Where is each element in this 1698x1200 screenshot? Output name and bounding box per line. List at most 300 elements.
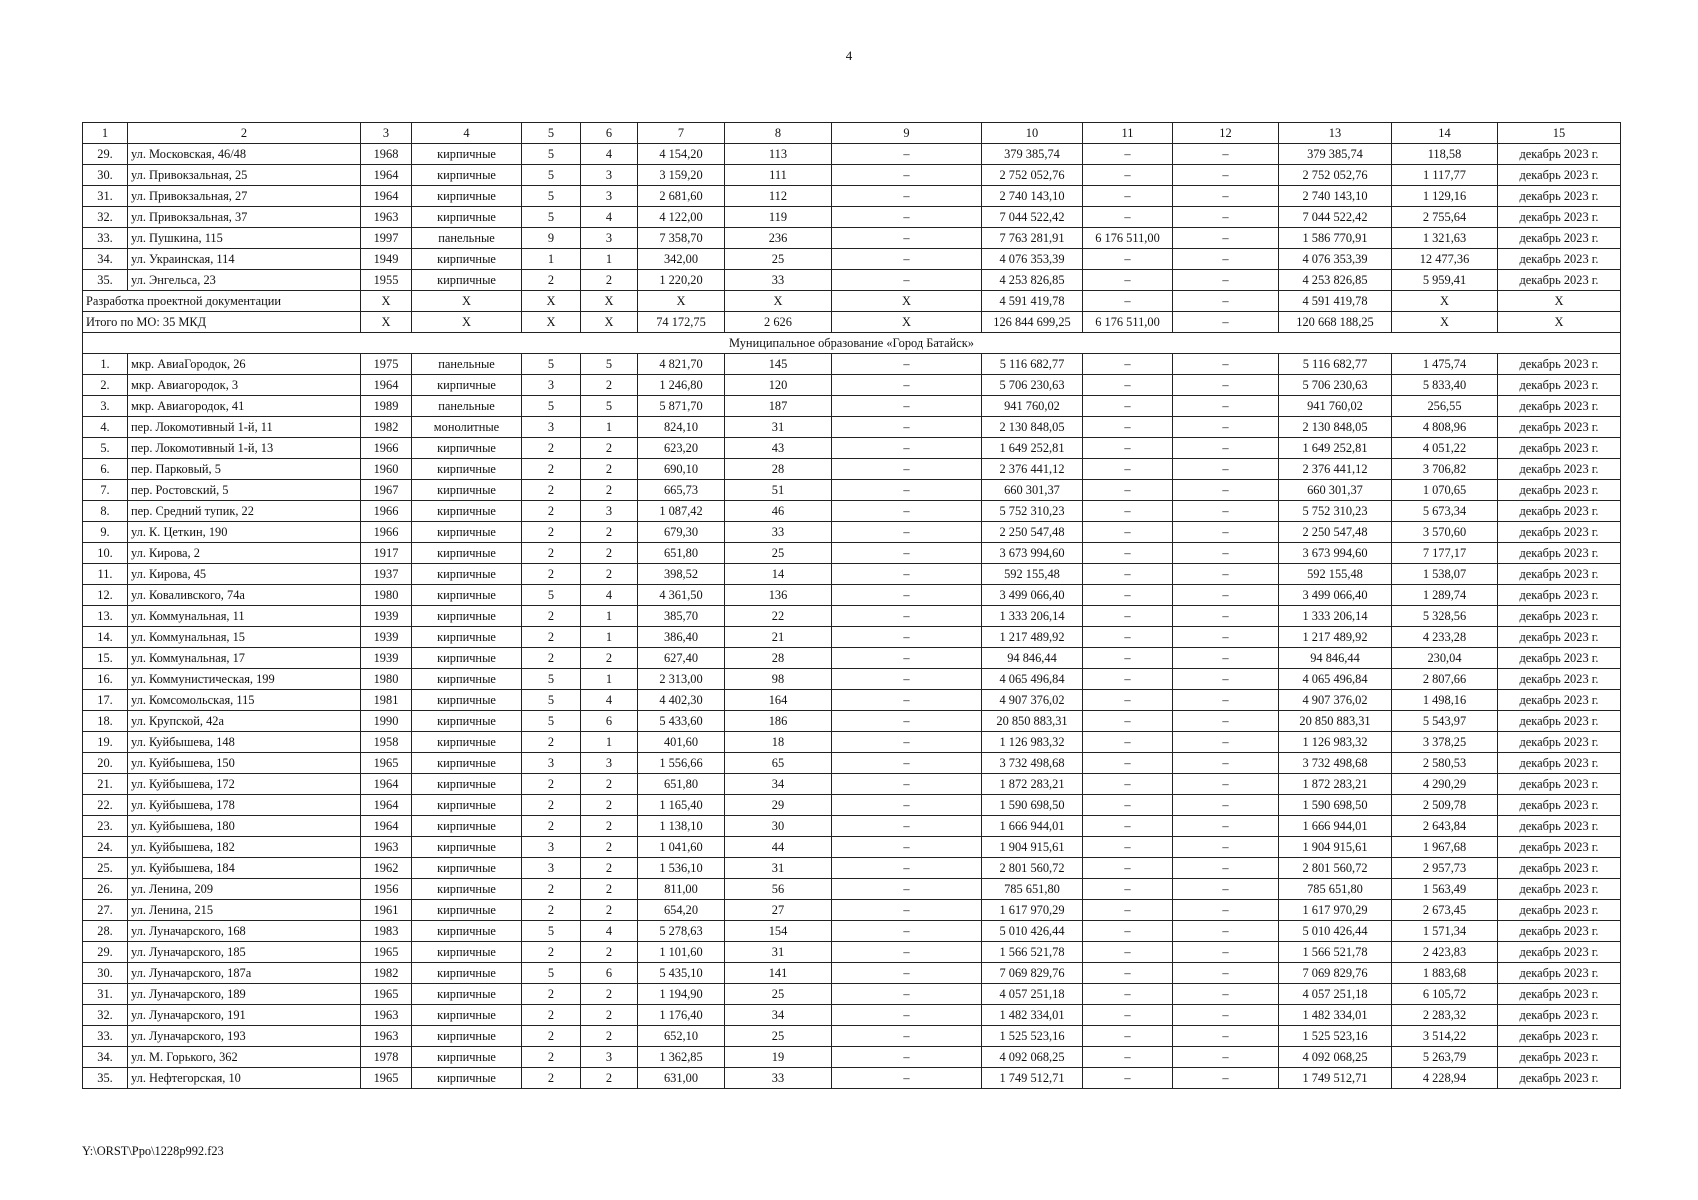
table-cell: декабрь 2023 г.	[1498, 732, 1621, 753]
table-cell: 5 328,56	[1392, 606, 1498, 627]
table-cell: 1 872 283,21	[1279, 774, 1392, 795]
table-cell: –	[832, 795, 982, 816]
table-cell: 7 069 829,76	[1279, 963, 1392, 984]
table-cell: 1 872 283,21	[982, 774, 1083, 795]
table-cell: 785 651,80	[982, 879, 1083, 900]
table-cell: 256,55	[1392, 396, 1498, 417]
table-cell: –	[1173, 1068, 1279, 1089]
table-cell: –	[1083, 900, 1173, 921]
table-cell: 1956	[361, 879, 412, 900]
table-cell: 1964	[361, 816, 412, 837]
table-cell: 4 228,94	[1392, 1068, 1498, 1089]
table-cell: 2	[581, 858, 638, 879]
table-cell: –	[1083, 732, 1173, 753]
table-cell: 2	[581, 984, 638, 1005]
table-cell: 1964	[361, 795, 412, 816]
table-cell: 785 651,80	[1279, 879, 1392, 900]
table-cell: –	[1083, 186, 1173, 207]
table-cell: –	[1173, 312, 1279, 333]
table-row	[83, 228, 1621, 249]
table-row	[83, 165, 1621, 186]
table-cell: 379 385,74	[982, 144, 1083, 165]
address-cell: ул. Пушкина, 115	[128, 228, 361, 249]
table-cell: 2	[581, 1068, 638, 1089]
table-cell: –	[1083, 543, 1173, 564]
table-cell: кирпичные	[412, 963, 522, 984]
table-cell: 19	[725, 1047, 832, 1068]
table-cell: –	[1083, 165, 1173, 186]
address-cell: пер. Локомотивный 1-й, 13	[128, 438, 361, 459]
table-cell: –	[832, 396, 982, 417]
table-cell: 18.	[83, 711, 128, 732]
table-cell: кирпичные	[412, 165, 522, 186]
table-cell: 2 673,45	[1392, 900, 1498, 921]
table-cell: 1978	[361, 1047, 412, 1068]
table-cell: –	[1173, 480, 1279, 501]
address-cell: пер. Локомотивный 1-й, 11	[128, 417, 361, 438]
table-cell: 1 289,74	[1392, 585, 1498, 606]
table-cell: 5	[522, 690, 581, 711]
table-cell: –	[1083, 942, 1173, 963]
table-cell: 1 138,10	[638, 816, 725, 837]
table-cell: кирпичные	[412, 1068, 522, 1089]
table-cell: панельные	[412, 228, 522, 249]
table-row	[83, 774, 1621, 795]
table-cell: 5	[522, 711, 581, 732]
table-cell: 2	[581, 648, 638, 669]
table-cell: 3 378,25	[1392, 732, 1498, 753]
table-cell: 1	[581, 669, 638, 690]
table-cell: 5 752 310,23	[1279, 501, 1392, 522]
table-cell: декабрь 2023 г.	[1498, 354, 1621, 375]
table-cell: –	[832, 375, 982, 396]
table-cell: 5	[522, 354, 581, 375]
table-cell: –	[1173, 879, 1279, 900]
table-cell: 2	[522, 606, 581, 627]
table-cell: 1963	[361, 1026, 412, 1047]
table-cell: X	[1498, 312, 1621, 333]
table-cell: 21.	[83, 774, 128, 795]
table-row	[83, 984, 1621, 1005]
table-cell: 3	[581, 186, 638, 207]
table-cell: 1 967,68	[1392, 837, 1498, 858]
table-cell: 5	[522, 144, 581, 165]
table-cell: 1 498,16	[1392, 690, 1498, 711]
table-cell: 43	[725, 438, 832, 459]
table-cell: 4	[581, 207, 638, 228]
table-cell: 2.	[83, 375, 128, 396]
table-cell: 2 130 848,05	[982, 417, 1083, 438]
column-header: 2	[128, 123, 361, 144]
table-cell: 623,20	[638, 438, 725, 459]
table-cell: кирпичные	[412, 144, 522, 165]
table-cell: 33	[725, 270, 832, 291]
table-cell: –	[1173, 858, 1279, 879]
table-cell: 9	[522, 228, 581, 249]
table-cell: 1 041,60	[638, 837, 725, 858]
column-header: 11	[1083, 123, 1173, 144]
table-cell: 1 563,49	[1392, 879, 1498, 900]
table-cell: декабрь 2023 г.	[1498, 795, 1621, 816]
table-cell: 1963	[361, 207, 412, 228]
table-cell: 398,52	[638, 564, 725, 585]
table-cell: 3 673 994,60	[1279, 543, 1392, 564]
table-cell: 1965	[361, 942, 412, 963]
address-cell: ул. Комсомольская, 115	[128, 690, 361, 711]
table-cell: –	[1083, 270, 1173, 291]
table-cell: –	[1173, 732, 1279, 753]
table-cell: –	[832, 1026, 982, 1047]
table-cell: 1937	[361, 564, 412, 585]
address-cell: ул. Куйбышева, 150	[128, 753, 361, 774]
table-cell: 2 423,83	[1392, 942, 1498, 963]
table-cell: 46	[725, 501, 832, 522]
address-cell: ул. Нефтегорская, 10	[128, 1068, 361, 1089]
table-cell: 27	[725, 900, 832, 921]
table-cell: 1 536,10	[638, 858, 725, 879]
table-cell: 4 092 068,25	[982, 1047, 1083, 1068]
table-cell: 2	[522, 459, 581, 480]
table-cell: 4 057 251,18	[1279, 984, 1392, 1005]
table-cell: 379 385,74	[1279, 144, 1392, 165]
table-cell: 2 643,84	[1392, 816, 1498, 837]
table-cell: 4 361,50	[638, 585, 725, 606]
table-cell: декабрь 2023 г.	[1498, 249, 1621, 270]
section-title: Муниципальное образование «Город Батайск»	[83, 333, 1621, 354]
table-cell: 7 044 522,42	[1279, 207, 1392, 228]
table-cell: 941 760,02	[1279, 396, 1392, 417]
table-row	[83, 1047, 1621, 1068]
address-cell: пер. Средний тупик, 22	[128, 501, 361, 522]
table-cell: 4 821,70	[638, 354, 725, 375]
table-cell: кирпичные	[412, 585, 522, 606]
table-cell: 3 499 066,40	[1279, 585, 1392, 606]
table-cell: –	[1173, 669, 1279, 690]
table-cell: 1 362,85	[638, 1047, 725, 1068]
table-cell: 660 301,37	[982, 480, 1083, 501]
table-cell: X	[581, 291, 638, 312]
address-cell: мкр. АвиаГородок, 26	[128, 354, 361, 375]
table-cell: 1980	[361, 669, 412, 690]
table-cell: 12.	[83, 585, 128, 606]
table-cell: 56	[725, 879, 832, 900]
table-cell: –	[832, 354, 982, 375]
table-row	[83, 585, 1621, 606]
table-row	[83, 186, 1621, 207]
table-cell: 5	[522, 396, 581, 417]
table-cell: кирпичные	[412, 438, 522, 459]
table-row	[83, 480, 1621, 501]
table-cell: кирпичные	[412, 837, 522, 858]
table-cell: 5.	[83, 438, 128, 459]
table-cell: 5 706 230,63	[1279, 375, 1392, 396]
table-cell: –	[1173, 795, 1279, 816]
table-cell: 2	[581, 438, 638, 459]
table-cell: 2	[581, 1005, 638, 1026]
table-cell: 33.	[83, 228, 128, 249]
table-row	[83, 459, 1621, 480]
table-cell: 1 556,66	[638, 753, 725, 774]
table-cell: –	[1083, 396, 1173, 417]
table-cell: 2	[522, 732, 581, 753]
table-row	[83, 249, 1621, 270]
table-cell: 2	[522, 774, 581, 795]
table-row	[83, 522, 1621, 543]
column-header: 12	[1173, 123, 1279, 144]
table-cell: 2	[522, 438, 581, 459]
table-cell: кирпичные	[412, 816, 522, 837]
column-header: 14	[1392, 123, 1498, 144]
table-cell: 4 065 496,84	[1279, 669, 1392, 690]
table-cell: 20.	[83, 753, 128, 774]
table-cell: 7 763 281,91	[982, 228, 1083, 249]
table-cell: 1964	[361, 165, 412, 186]
table-cell: кирпичные	[412, 648, 522, 669]
table-cell: 30.	[83, 165, 128, 186]
table-cell: –	[1173, 774, 1279, 795]
table-cell: –	[1083, 564, 1173, 585]
column-header: 8	[725, 123, 832, 144]
table-cell: 154	[725, 921, 832, 942]
table-cell: декабрь 2023 г.	[1498, 942, 1621, 963]
table-cell: 7 177,17	[1392, 543, 1498, 564]
table-row	[83, 1068, 1621, 1089]
table-cell: –	[832, 774, 982, 795]
table-cell: –	[1083, 774, 1173, 795]
table-row	[83, 690, 1621, 711]
table-cell: –	[1173, 900, 1279, 921]
section-title-row	[83, 333, 1621, 354]
table-cell: 25	[725, 543, 832, 564]
table-cell: 4 290,29	[1392, 774, 1498, 795]
table-cell: 25	[725, 984, 832, 1005]
table-cell: 2	[581, 816, 638, 837]
table-cell: –	[832, 207, 982, 228]
table-cell: –	[832, 816, 982, 837]
table-cell: –	[1083, 711, 1173, 732]
table-cell: 22.	[83, 795, 128, 816]
table-cell: –	[1083, 1026, 1173, 1047]
table-cell: 1966	[361, 522, 412, 543]
table-cell: 1 101,60	[638, 942, 725, 963]
table-cell: 2	[581, 375, 638, 396]
table-cell: 1 126 983,32	[1279, 732, 1392, 753]
table-row	[83, 627, 1621, 648]
table-cell: декабрь 2023 г.	[1498, 207, 1621, 228]
table-cell: –	[832, 585, 982, 606]
table-row	[83, 711, 1621, 732]
table-cell: панельные	[412, 396, 522, 417]
table-row	[83, 837, 1621, 858]
address-cell: ул. Коваливского, 74а	[128, 585, 361, 606]
table-cell: 22	[725, 606, 832, 627]
table-cell: –	[1083, 753, 1173, 774]
table-cell: X	[725, 291, 832, 312]
table-cell: 1 333 206,14	[1279, 606, 1392, 627]
address-cell: ул. Энгельса, 23	[128, 270, 361, 291]
table-row	[83, 144, 1621, 165]
table-cell: 10.	[83, 543, 128, 564]
table-cell: 4 065 496,84	[982, 669, 1083, 690]
table-cell: 1939	[361, 627, 412, 648]
table-cell: 1 217 489,92	[1279, 627, 1392, 648]
table-cell: 1964	[361, 186, 412, 207]
table-cell: 811,00	[638, 879, 725, 900]
table-cell: 1 904 915,61	[982, 837, 1083, 858]
table-cell: декабрь 2023 г.	[1498, 900, 1621, 921]
table-cell: –	[832, 753, 982, 774]
table-cell: 2 376 441,12	[1279, 459, 1392, 480]
table-cell: декабрь 2023 г.	[1498, 438, 1621, 459]
table-cell: 2 752 052,76	[982, 165, 1083, 186]
table-cell: панельные	[412, 354, 522, 375]
table-cell: X	[361, 312, 412, 333]
table-cell: –	[1173, 963, 1279, 984]
table-cell: –	[832, 711, 982, 732]
table-cell: 1962	[361, 858, 412, 879]
table-cell: 111	[725, 165, 832, 186]
table-cell: 3	[522, 837, 581, 858]
table-cell: 1 176,40	[638, 1005, 725, 1026]
table-cell: 1	[581, 606, 638, 627]
table-cell: кирпичные	[412, 690, 522, 711]
table-cell: 8.	[83, 501, 128, 522]
table-cell: 1 666 944,01	[982, 816, 1083, 837]
table-cell: –	[1083, 585, 1173, 606]
table-cell: кирпичные	[412, 669, 522, 690]
table-cell: –	[832, 249, 982, 270]
table-cell: 1 482 334,01	[1279, 1005, 1392, 1026]
table-cell: –	[1083, 207, 1173, 228]
table-cell: X	[832, 312, 982, 333]
table-cell: 1 525 523,16	[1279, 1026, 1392, 1047]
table-cell: 2	[522, 564, 581, 585]
table-row	[83, 1005, 1621, 1026]
table-cell: 1980	[361, 585, 412, 606]
table-cell: –	[832, 144, 982, 165]
table-cell: –	[832, 942, 982, 963]
table-cell: 1 617 970,29	[1279, 900, 1392, 921]
address-cell: ул. Ленина, 209	[128, 879, 361, 900]
table-cell: 1 333 206,14	[982, 606, 1083, 627]
table-cell: декабрь 2023 г.	[1498, 417, 1621, 438]
table-cell: –	[832, 921, 982, 942]
page-number: 4	[845, 48, 853, 63]
table-cell: 5	[522, 669, 581, 690]
table-cell: 32.	[83, 1005, 128, 1026]
table-cell: 1917	[361, 543, 412, 564]
address-cell: ул. Привокзальная, 25	[128, 165, 361, 186]
table-cell: декабрь 2023 г.	[1498, 375, 1621, 396]
table-cell: 20 850 883,31	[1279, 711, 1392, 732]
table-cell: –	[832, 459, 982, 480]
table-cell: декабрь 2023 г.	[1498, 186, 1621, 207]
table-cell: декабрь 2023 г.	[1498, 165, 1621, 186]
table-cell: –	[1173, 816, 1279, 837]
table-cell: декабрь 2023 г.	[1498, 144, 1621, 165]
table-cell: 2 801 560,72	[1279, 858, 1392, 879]
table-cell: –	[832, 858, 982, 879]
table-cell: 1982	[361, 963, 412, 984]
table-cell: 1	[581, 417, 638, 438]
table-cell: X	[412, 291, 522, 312]
table-cell: 20 850 883,31	[982, 711, 1083, 732]
address-cell: пер. Ростовский, 5	[128, 480, 361, 501]
table-cell: декабрь 2023 г.	[1498, 228, 1621, 249]
table-cell: 386,40	[638, 627, 725, 648]
table-cell: –	[1173, 942, 1279, 963]
table-row	[83, 375, 1621, 396]
housing-register-table	[82, 122, 1621, 1089]
table-cell: 2	[522, 942, 581, 963]
address-cell: ул. Луначарского, 185	[128, 942, 361, 963]
table-cell: –	[1173, 1026, 1279, 1047]
table-cell: 1 165,40	[638, 795, 725, 816]
table-cell: 136	[725, 585, 832, 606]
table-cell: 592 155,48	[982, 564, 1083, 585]
table-cell: 5	[581, 396, 638, 417]
table-cell: 2	[581, 543, 638, 564]
table-cell: 1964	[361, 774, 412, 795]
table-cell: 7 044 522,42	[982, 207, 1083, 228]
table-cell: 33	[725, 522, 832, 543]
table-cell: 1967	[361, 480, 412, 501]
table-cell: 3.	[83, 396, 128, 417]
table-cell: 4 057 251,18	[982, 984, 1083, 1005]
table-cell: 2	[522, 900, 581, 921]
table-cell: 1 649 252,81	[1279, 438, 1392, 459]
table-cell: –	[832, 480, 982, 501]
table-cell: 13.	[83, 606, 128, 627]
table-cell: –	[1173, 207, 1279, 228]
table-cell: декабрь 2023 г.	[1498, 1047, 1621, 1068]
table-cell: декабрь 2023 г.	[1498, 753, 1621, 774]
table-cell: 230,04	[1392, 648, 1498, 669]
table-cell: –	[1083, 648, 1173, 669]
table-cell: кирпичные	[412, 732, 522, 753]
table-cell: 3	[581, 228, 638, 249]
address-cell: ул. Крупской, 42а	[128, 711, 361, 732]
address-cell: ул. Луначарского, 168	[128, 921, 361, 942]
table-cell: декабрь 2023 г.	[1498, 921, 1621, 942]
table-cell: кирпичные	[412, 753, 522, 774]
table-cell: –	[1083, 291, 1173, 312]
table-cell: X	[1498, 291, 1621, 312]
table-cell: –	[1083, 690, 1173, 711]
table-cell: 1 087,42	[638, 501, 725, 522]
table-cell: 126 844 699,25	[982, 312, 1083, 333]
table-cell: декабрь 2023 г.	[1498, 1068, 1621, 1089]
table-cell: –	[1083, 480, 1173, 501]
table-cell: 1961	[361, 900, 412, 921]
address-cell: ул. Коммунальная, 17	[128, 648, 361, 669]
column-header: 10	[982, 123, 1083, 144]
table-cell: 2	[522, 522, 581, 543]
table-cell: 1965	[361, 984, 412, 1005]
table-cell: 145	[725, 354, 832, 375]
table-cell: 5 833,40	[1392, 375, 1498, 396]
table-cell: 1 749 512,71	[1279, 1068, 1392, 1089]
table-cell: –	[1173, 690, 1279, 711]
table-cell: –	[832, 564, 982, 585]
table-cell: 3 159,20	[638, 165, 725, 186]
table-cell: 4 591 419,78	[1279, 291, 1392, 312]
table-cell: 4 808,96	[1392, 417, 1498, 438]
table-cell: 25	[725, 1026, 832, 1047]
table-cell: X	[522, 312, 581, 333]
table-cell: 3	[522, 375, 581, 396]
table-cell: 4 122,00	[638, 207, 725, 228]
